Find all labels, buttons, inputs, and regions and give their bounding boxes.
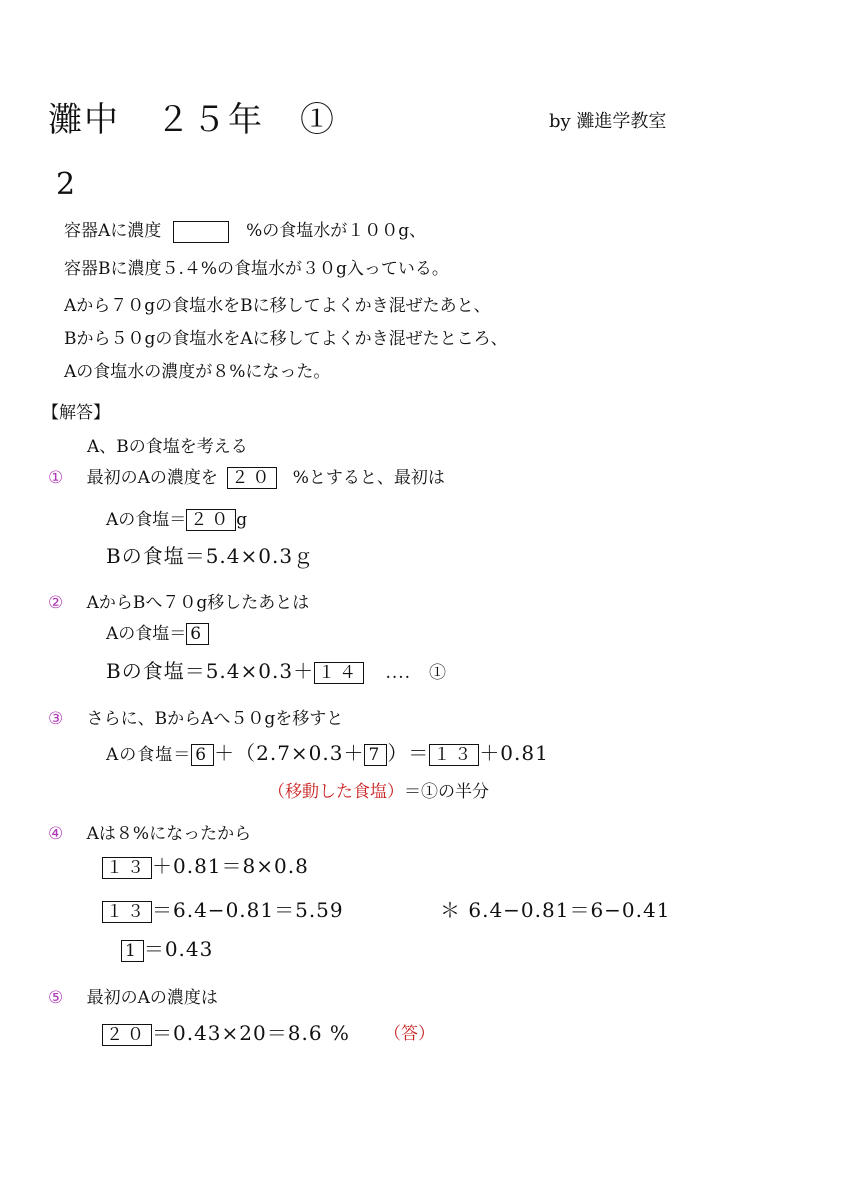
step-5 bbox=[48, 983, 218, 1008]
problem-line-1-pre: 容器Aに濃度 bbox=[64, 221, 162, 241]
step-3-marker: ③ bbox=[48, 709, 64, 729]
step-3-a-pre: Aの食塩＝ bbox=[106, 745, 192, 765]
step-2-b-post: .... ① bbox=[385, 663, 448, 683]
step-1 bbox=[48, 463, 445, 489]
problem-line-1-post: %の食塩水が１００g、 bbox=[246, 221, 427, 241]
step-4-line-2-post: ＝6.4−0.81＝5.59 bbox=[152, 898, 344, 922]
step-3 bbox=[48, 704, 343, 729]
blank-box bbox=[173, 221, 229, 243]
step-3-box-2: 7 bbox=[364, 744, 387, 766]
step-4-line-1-post: ＋0.81＝8×0.8 bbox=[152, 854, 309, 878]
step-1-a-box: ２０ bbox=[186, 509, 236, 531]
step-2-a-pre: Aの食塩＝ bbox=[106, 624, 187, 644]
step-4-line-3 bbox=[121, 933, 213, 962]
step-3-a-line bbox=[106, 737, 549, 766]
step-3-note-highlight: （移動した食塩） bbox=[268, 782, 404, 802]
step-5-post: ＝0.43×20＝8.6 % bbox=[152, 1021, 350, 1045]
step-2-text: AからBへ７０g移したあとは bbox=[86, 593, 310, 613]
byline: by 灘進学教室 bbox=[549, 111, 667, 132]
step-5-marker: ⑤ bbox=[48, 988, 64, 1008]
step-4-marker: ④ bbox=[48, 824, 64, 844]
step-4-text: Aは８%になったから bbox=[86, 824, 252, 844]
step-3-note bbox=[268, 777, 489, 802]
step-3-box-3: １３ bbox=[429, 744, 479, 766]
step-4-line-2 bbox=[102, 894, 344, 923]
step-4 bbox=[48, 819, 251, 844]
problem-line-4: Bから５０gの食塩水をAに移してよくかき混ぜたところ、 bbox=[64, 329, 508, 349]
problem-line-3: Aから７０gの食塩水をBに移してよくかき混ぜたあと、 bbox=[64, 296, 491, 316]
step-3-post: ＋0.81 bbox=[479, 741, 549, 765]
step-4-line-3-post: ＝0.43 bbox=[143, 937, 214, 961]
step-4-line-1 bbox=[102, 850, 309, 879]
step-1-a-post: g bbox=[236, 510, 248, 530]
step-1-box: ２０ bbox=[227, 467, 277, 489]
step-5-box: ２０ bbox=[102, 1024, 152, 1046]
answer-heading: 【解答】 bbox=[42, 403, 110, 423]
step-5-line bbox=[102, 1017, 350, 1046]
page-title: 灘中 ２５年 ① bbox=[48, 100, 336, 140]
answer-intro: A、Bの食塩を考える bbox=[87, 437, 248, 457]
step-1-text: 最初のAの濃度を bbox=[86, 468, 218, 488]
problem-line-2: 容器Bに濃度５.４%の食塩水が３０g入っている。 bbox=[64, 259, 449, 279]
step-5-text: 最初のAの濃度は bbox=[86, 988, 218, 1008]
step-4-side-note: ＊ 6.4−0.81＝6−0.41 bbox=[440, 898, 671, 922]
step-2-a-box: 6 bbox=[186, 623, 209, 645]
step-1-a-pre: Aの食塩＝ bbox=[106, 510, 187, 530]
step-2-b-pre: Bの食塩＝5.4×0.3＋ bbox=[106, 659, 315, 683]
step-4-box-3: 1 bbox=[121, 940, 144, 962]
answer-label: （答） bbox=[384, 1024, 435, 1044]
step-1-marker: ① bbox=[48, 468, 64, 488]
problem-line-1 bbox=[64, 216, 426, 243]
step-3-text: さらに、BからAへ５０gを移すと bbox=[86, 709, 344, 729]
step-2-b-line bbox=[106, 655, 447, 684]
step-1-post: %とすると、最初は bbox=[292, 468, 445, 488]
step-4-box-1: １３ bbox=[102, 857, 152, 879]
step-1-b-line: Bの食塩＝5.4×0.3ｇ bbox=[106, 544, 315, 568]
step-3-mid-1: ＋（2.7×0.3＋ bbox=[214, 741, 365, 765]
step-2-b-box: １４ bbox=[314, 662, 364, 684]
step-4-box-2: １３ bbox=[102, 901, 152, 923]
problem-number: 2 bbox=[56, 167, 76, 202]
step-3-mid-2: ）＝ bbox=[387, 741, 430, 765]
step-2 bbox=[48, 588, 309, 613]
step-2-a-line bbox=[106, 619, 209, 645]
step-1-a-line bbox=[106, 505, 247, 531]
step-3-note-rest: ＝①の半分 bbox=[404, 782, 489, 802]
step-3-box-1: 6 bbox=[191, 744, 214, 766]
problem-line-5: Aの食塩水の濃度が８%になった。 bbox=[64, 362, 331, 382]
step-2-marker: ② bbox=[48, 593, 64, 613]
